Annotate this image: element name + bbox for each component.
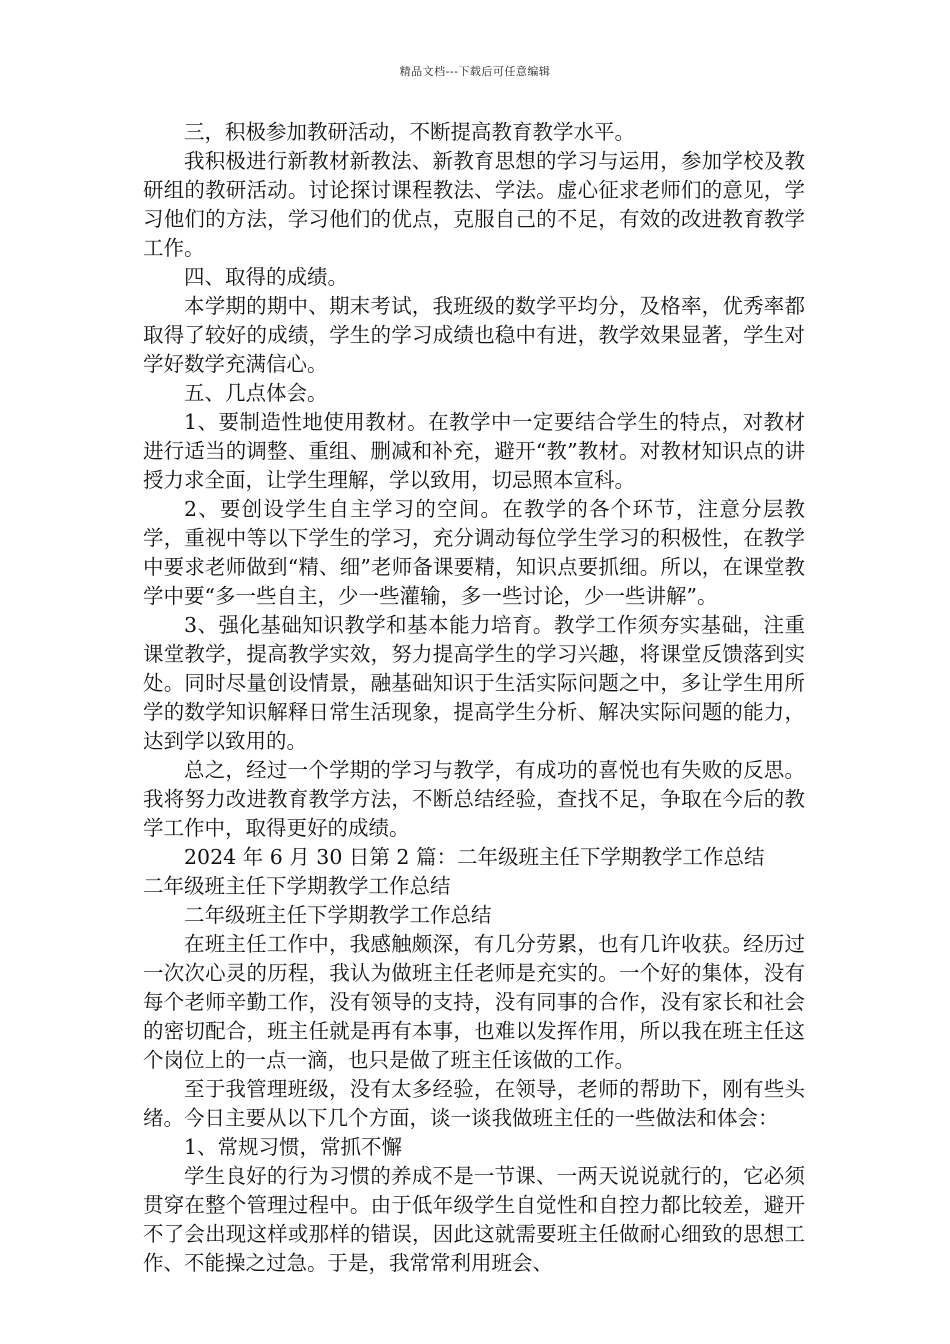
paragraph-research-activities: 我积极进行新教材新教法、新教育思想的学习与运用，参加学校及教研组的教研活动。讨论探讨课程教法、学法。虚心征求老师们的意见，学习他们的方法，学习他们的优点，克服自己的不足，有效的改进教育教学工作。 xyxy=(143,149,805,260)
paragraph-management: 至于我管理班级，没有太多经验，在领导，老师的帮助下，刚有些头绪。今日主要从以下几个方面，谈一谈我做班主任的一些做法和体会： xyxy=(143,1077,805,1130)
paragraph-reflection-3: 3、强化基础知识教学和基本能力培育。教学工作须夯实基础，注重课堂教学，提高教学实效，努力提高学生的学习兴趣，将课堂反馈落到实处。同时尽量创设情景，融基础知识于生活实际问题之中，多让学生用所学的数学知识解释日常生活现象，提高学生分析、解决实际问题的能力，达到学以致用的。 xyxy=(143,613,805,753)
date-and-next-article: 2024 年 6 月 30 日第 2 篇：二年级班主任下学期教学工作总结 xyxy=(184,845,765,869)
section-heading-teaching-research: 三，积极参加教研活动，不断提高教育教学水平。 xyxy=(184,120,635,144)
article-subtitle: 二年级班主任下学期教学工作总结 xyxy=(184,903,492,927)
page-header: 精品文档---下载后可任意编辑 xyxy=(399,65,551,78)
paragraph-behavior-habits: 学生良好的行为习惯的养成不是一节课、一两天说说就行的，它必须贯穿在整个管理过程中。由于低年级学生自觉性和自控力都比较差，避开不了会出现这样或那样的错误，因此这就需要班主任做耐心细致的思想工作、不能操之过急。于是，我常常利用班会、 xyxy=(143,1164,805,1275)
paragraph-reflection-2: 2、要创设学生自主学习的空间。在教学的各个环节，注意分层教学，重视中等以下学生的学习，充分调动每位学生学习的积极性，在教学中要求老师做到“精、细”老师备课要精，知识点要抓细。所以，在课堂教学中要“多一些自主，少一些灌输，多一些讨论，少一些讲解”。 xyxy=(143,497,805,608)
document-body xyxy=(143,118,805,1278)
paragraph-summary: 总之，经过一个学期的学习与教学，有成功的喜悦也有失败的反思。我将努力改进教育教学方法，不断总结经验，查找不足，争取在今后的教学工作中，取得更好的成绩。 xyxy=(143,758,805,840)
paragraph-intro: 在班主任工作中，我感触颇深，有几分劳累，也有几许收获。经历过一次次心灵的历程，我认为做班主任老师是充实的。一个好的集体，没有每个老师辛勤工作，没有领导的支持，没有同事的合作，没有家长和社会的密切配合，班主任就是再有本事，也难以发挥作用，所以我在班主任这个岗位上的一点一滴，也只是做了班主任该做的工作。 xyxy=(143,932,805,1072)
paragraph-exam-results: 本学期的期中、期末考试，我班级的数学平均分，及格率，优秀率都取得了较好的成绩，学生的学习成绩也稳中有进，教学效果显著，学生对学好数学充满信心。 xyxy=(143,294,805,376)
paragraph-reflection-1: 1、要制造性地使用教材。在教学中一定要结合学生的特点，对教材进行适当的调整、重组、删减和补充，避开“教”教材。对教材知识点的讲授力求全面，让学生理解，学以致用，切忌照本宣科。 xyxy=(143,410,805,492)
article-title: 二年级班主任下学期教学工作总结 xyxy=(143,874,451,898)
section-heading-achievements: 四、取得的成绩。 xyxy=(184,265,348,289)
section-heading-reflections: 五、几点体会。 xyxy=(184,381,328,405)
section-heading-routine-habits: 1、常规习惯，常抓不懈 xyxy=(184,1135,403,1159)
